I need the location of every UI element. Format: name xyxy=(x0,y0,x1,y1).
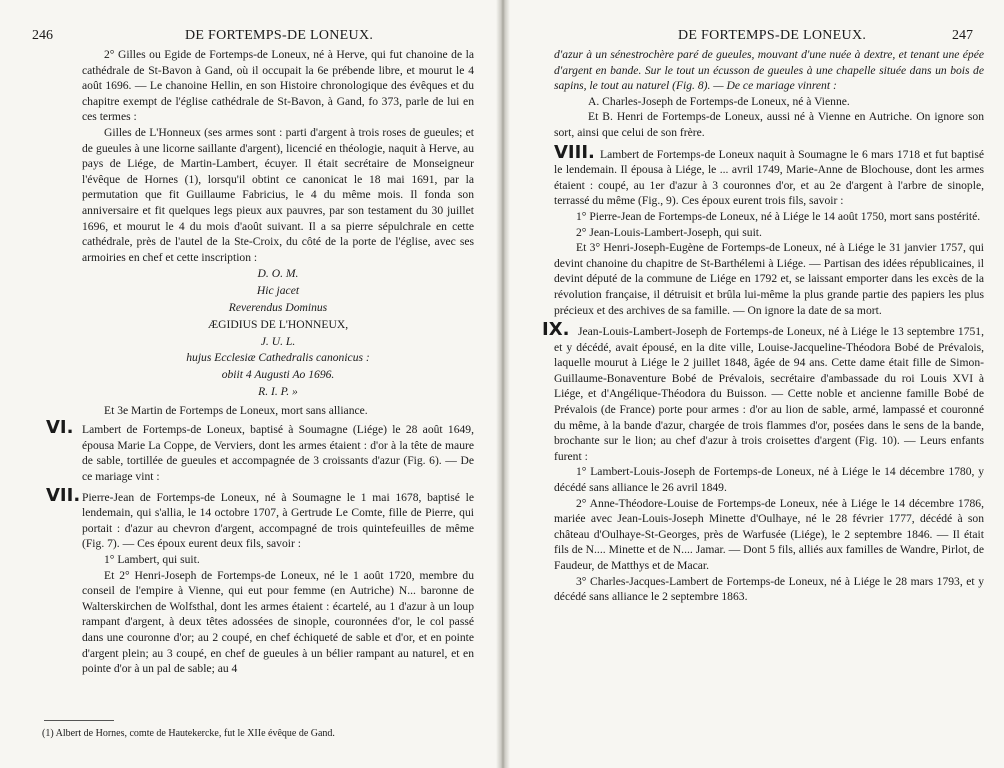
left-page xyxy=(0,0,500,768)
generation-text: Lambert de Fortemps-de Loneux, baptisé à Soumagne (Liége) le 28 août 1649, épousa Marie La Coppe, de Verviers, dont les armes étaient : d'or à la tête de maure de sable, tortillée de gueules et accompagnée de 3 croissants d'azur (Fig. 6). — De ce mariage vint : xyxy=(82,423,474,484)
left-page-body xyxy=(46,47,474,677)
generation-ix xyxy=(542,319,984,464)
inscription-line: obiit 4 Augusti Ao 1696. xyxy=(221,368,335,382)
child-entry: A. Charles-Joseph de Fortemps-de Loneux, né à Vienne. xyxy=(588,94,850,108)
inscription-line: hujus Ecclesiæ Cathedralis canonicus : xyxy=(186,351,370,365)
generation-vii xyxy=(46,484,474,552)
child-entry: Et 2° Henri-Joseph de Fortemps-de Loneux, né le 1 août 1720, membre du conseil de l'empire à Vienne, qui eut pour femme (en Autriche) N... baronne de Walterskirchen de Wolfsthal, dont les armes étaient : écartelé, au 1 d'azur à un loup rampant d'argent, à deux têtes adossées de sinople, couronnées d'or, le col passé dans une couronne d'or; au 2 coupé, en chef échiqueté de sable et d'or, et en pointe d'argent plein; au 3 coupé, en chef de gueules à un bélier rampant au naturel, et en pointe d'or à un pal de sable; au 4 xyxy=(82,568,474,676)
left-page-number: 246 xyxy=(32,28,53,43)
right-page-body xyxy=(542,47,984,605)
footnote: (1) Albert de Hornes, comte de Hautekercke, fut le XIIe évêque de Gand. xyxy=(42,728,335,739)
child-entry: Et 3° Henri-Joseph-Eugène de Fortemps-de Loneux, né à Liége le 31 janvier 1757, qui devint chanoine du chapitre de St-Barthélemi à Liége. — Partisan des idées républicaines, il devint député de la commune de Liége en 1792 et, se laissant emporter dans les excès de la révolution française, il détruisit et brûla lui-même la plus grande partie des papiers les plus précieux et des archives de sa famille. — On ignore la date de sa mort. xyxy=(554,241,984,317)
inscription-line: ÆGIDIUS DE L'HONNEUX, xyxy=(207,317,349,331)
generation-numeral: VIII. xyxy=(554,141,595,163)
left-running-header: DE FORTEMPS-DE LONEUX. xyxy=(185,28,374,43)
generation-numeral: VII. xyxy=(46,484,81,506)
child-entry: 1° Lambert, qui suit. xyxy=(104,553,200,567)
paragraph-gilles: 2° Gilles ou Egide de Fortemps-de Loneux, né à Herve, qui fut chanoine de la cathédrale de St-Bavon à Gand, où il occupait la 6e prébende libre, et mourut le 4 août 1696. — Le chanoine Hellin, en son Histoire chronologique des évêques et du chapitre exempt de l'église cathédrale de St-Bavon, à Gand, fo 373, parle de lui en ces termes : xyxy=(82,48,474,124)
generation-text: Lambert de Fortemps-de Loneux naquit à Soumagne le 6 mars 1718 et fut baptisé le lendemain. Il épousa à Liége, le ... avril 1749, Marie-Anne de Blochouse, dont les armes étaient : coupé, au 1er d'azur à 3 couronnes d'or, et au 2e d'argent à l'arbre de sinople, terrassé du même (Fig., 9). Ces époux eurent trois fils, savoir : xyxy=(554,147,984,208)
child-entry: Et B. Henri de Fortemps-de Loneux, aussi né à Vienne en Autriche. On ignore son sort, ainsi que celui de son frère. xyxy=(554,110,984,139)
right-page-number: 247 xyxy=(952,28,973,43)
inscription-line: Reverendus Dominus xyxy=(228,300,328,314)
continued-text: d'azur à un sénestrochère paré de gueules, mouvant d'une nuée à dextre, et tenant une épée d'argent en bande. Sur le tout un écusson de gueules à une chapelle située dans un bois de sapins, le tout au naturel (Fig. 8). — De ce mariage vinrent : xyxy=(554,48,984,93)
child-entry: 1° Lambert-Louis-Joseph de Fortemps-de Loneux, né à Liége le 14 décembre 1780, y décédé sans alliance le 26 avril 1849. xyxy=(554,465,984,495)
inscription-line: J. U. L. xyxy=(260,334,296,348)
inscription-line: D. O. M. xyxy=(257,267,299,281)
generation-vi xyxy=(46,417,474,484)
child-entry: 2° Anne-Théodore-Louise de Fortemps-de Loneux, née à Liége le 14 décembre 1786, mariée avec Jean-Louis-Joseph Minette d'Oulhaye, né le 28 février 1777, décédé à son château d'Oulhaye-St-Georges, près de Warfusée (Liége), le 2 septembre 1846. — Il était fils de N.... Minette et de N.... Jamar. — Dont 5 fils, alliés aux familles de Wandre, Pirlot, de Faudeur, de Matthys et de Macar. xyxy=(554,496,984,572)
generation-text: Jean-Louis-Lambert-Joseph de Fortemps-de Loneux, né à Liége le 13 septembre 1751, et y décédé, avait épousé, en la dite ville, Louise-Jacqueline-Théodora Bobé de Prévalois, laquelle mourut à Liége le 2 juillet 1848, âgée de 94 ans. Cette dame était fille de Simon-Guillaume-Bonaventure Bobé de Prévalois, secrétaire d'ambassade du roi Louis XVI à Liége, et d'Angélique-Théodora du Buisson. — Cette noble et ancienne famille Bobé de Prévalois (de France) porte pour armes : d'or au lion de sable, armé, lampassé et couronné du même, à la bande d'azur, chargée de trois flammes d'or, posées dans le sens de la bande, brochante sur le lion; au chef d'azur à trois croisettes d'argent (Fig. 10). — Leurs enfants furent : xyxy=(554,325,984,463)
paragraph-martin: Et 3e Martin de Fortemps de Loneux, mort sans alliance. xyxy=(104,403,368,417)
child-entry: 2° Jean-Louis-Lambert-Joseph, qui suit. xyxy=(576,225,762,239)
inscription-block xyxy=(82,266,474,400)
right-page xyxy=(506,0,1004,768)
inscription-line: Hic jacet xyxy=(256,284,300,298)
generation-numeral: VI. xyxy=(46,417,74,439)
child-entry: 3° Charles-Jacques-Lambert de Fortemps-de Loneux, né à Liége le 28 mars 1793, et y décédé sans alliance le 2 septembre 1863. xyxy=(554,574,984,604)
paragraph-quotation: Gilles de L'Honneux (ses armes sont : parti d'argent à trois roses de gueules; et de gueules à une licorne saillante d'argent), licencié en théologie, naquit à Herve, au pays de Liége, de Martin-Lambert, écuyer. Il était secrétaire de Monseigneur l'évêque de Hornes (1), lorsqu'il obtint ce canonicat le 18 mai 1691, par la permutation que fit Guillaume Fabricius, le 4 du même mois. Il fonda son anniversaire et fit quelques legs pieux aux pauvres, par son testament du 30 juillet 1696, et mourut le 4 du mois d'août suivant. Il a sa pierre sépulchrale en cette cathédrale, près de l'autel de la Ste-Croix, du côté de la porte de l'église, avec ses armoiries en chef et cette inscription : xyxy=(82,125,474,264)
right-running-header: DE FORTEMPS-DE LONEUX. xyxy=(678,28,867,43)
child-entry: 1° Pierre-Jean de Fortemps-de Loneux, né à Liége le 14 août 1750, mort sans postérité. xyxy=(576,209,981,223)
generation-numeral: IX. xyxy=(542,319,570,341)
generation-viii xyxy=(554,141,984,209)
footnote-rule xyxy=(44,720,114,721)
inscription-line: R. I. P. » xyxy=(258,384,298,398)
generation-text: Pierre-Jean de Fortemps-de Loneux, né à Soumagne le 1 mai 1678, baptisé le lendemain, qui s'allia, le 14 octobre 1707, à Gertrude Le Comte, fille de Pierre, qui portait : d'azur au chevron d'argent, accompagné de trois quintefeuilles de même (Fig. 7). — Ces époux eurent deux fils, savoir : xyxy=(82,490,474,551)
